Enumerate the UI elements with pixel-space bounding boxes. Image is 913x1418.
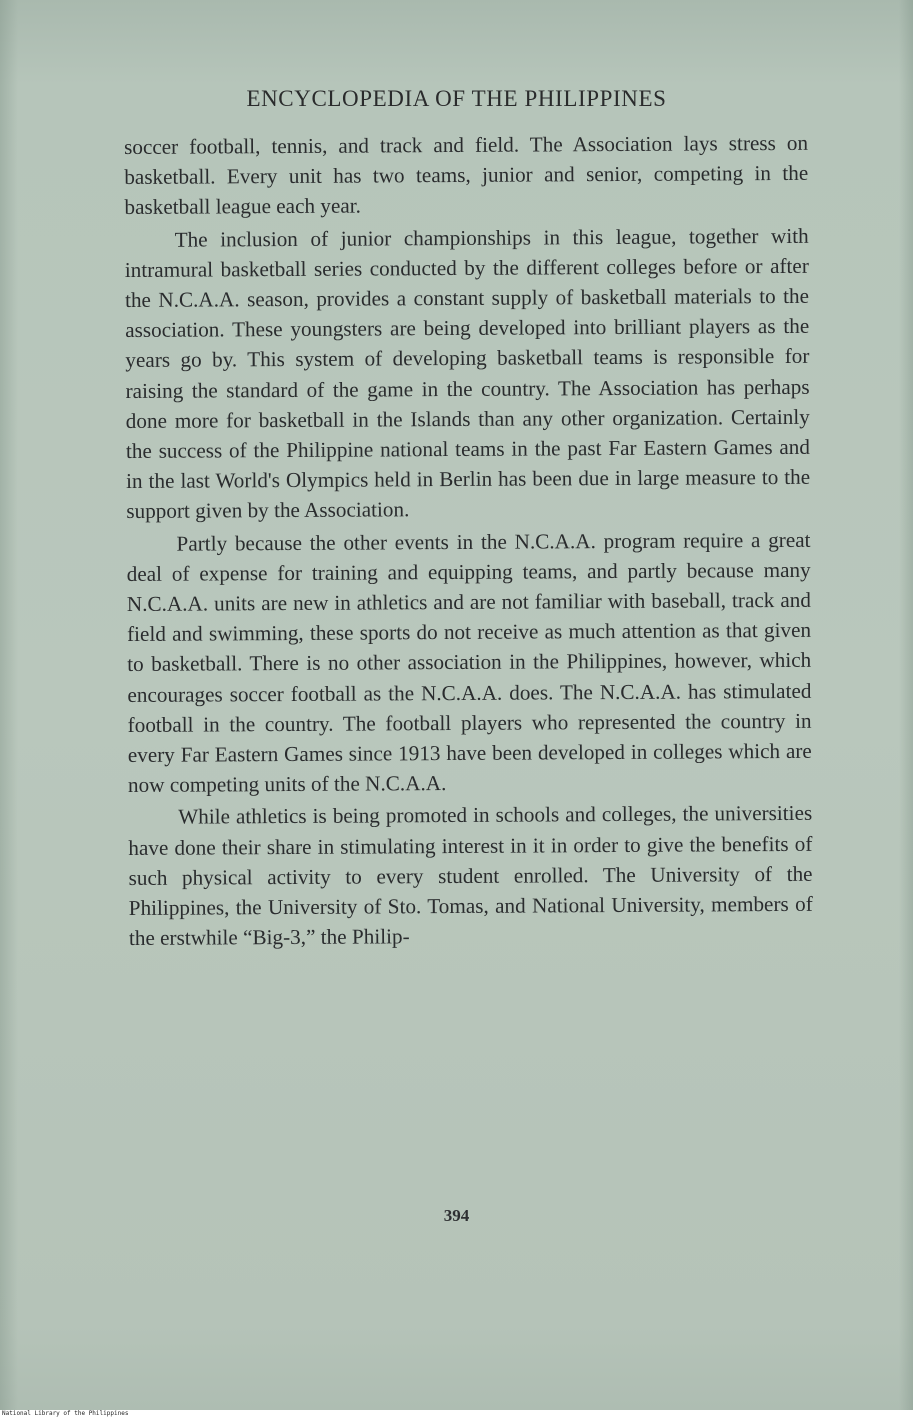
page-number: 394 [443,1206,470,1225]
paragraph-other-events: Partly because the other events in the N.C.A.A. program require a great deal of expense for training and equipping teams, and partly because many N.C.A.A. units are new in athletics and are not familiar with baseball, track and field and swimming, these sports do not receive as much attention as that given to basketball. There is no other association in the Philippines, however, which encourages soccer football as the N.C.A.A. does. The N.C.A.A. has stimulated football in the country. The football players who represented the country in every Far Eastern Games since 1913 have been developed in colleges which are now competing units of the N.C.A.A. [126,527,812,798]
footer-strip [0,1410,913,1418]
running-head: ENCYCLOPEDIA OF THE PHILIPPINES [246,86,667,111]
paragraph-continuation: soccer football, tennis, and track and field. The Association lays stress on basketball. Every unit has two teams, junior and senior, competing in the basketball league each year. [124,130,809,220]
paragraph-universities: While athletics is being promoted in schools and colleges, the universities have done their share in stimulating interest in it in order to give the benefits of such physical activity to every student enrolled. The University of the Philippines, the University of Sto. Tomas, and National University, members of the erstwhile “Big-3,” the Philip- [128,801,813,951]
library-credit: National Library of the Philippines [2,1410,129,1417]
paragraph-junior-championships: The inclusion of junior championships in this league, together with intramural basketball series conducted by the different colleges before or after the N.C.A.A. season, provides a constant supply of basketball materials to the association. These youngsters are being developed into brilliant players as the years go by. This system of developing basketball teams is responsible for raising the standard of the game in the country. The Association has perhaps done more for basketball in the Islands than any other organization. Certainly the success of the Philippine national teams in the past Far Eastern Games and in the last World's Olympics held in Berlin has been due in large measure to the support given by the Association. [124,223,811,524]
body-text [124,128,813,956]
